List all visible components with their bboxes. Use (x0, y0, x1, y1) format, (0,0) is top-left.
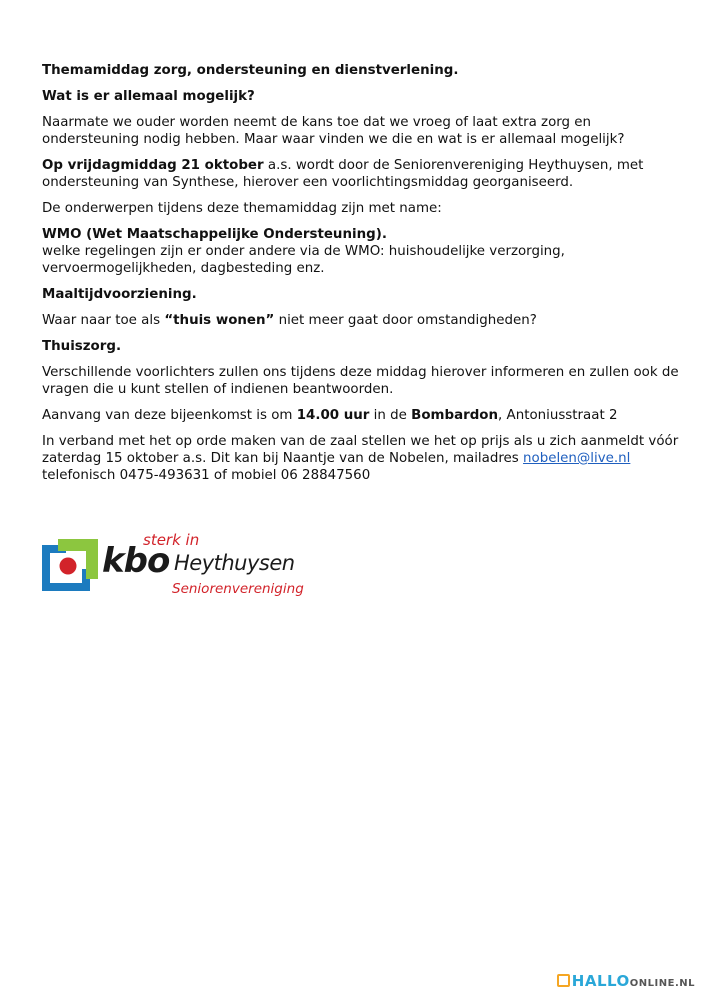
logo-tagline-text: Seniorenvereniging (172, 581, 304, 597)
online-text: ONLINE.NL (629, 978, 695, 989)
logo-sterk-text: sterk in (143, 531, 200, 549)
wmo-text: welke regelingen zijn er onder andere via de WMO: huishoudelijke verzorging, vervoermogelijkheden, dagbesteding enz. (42, 244, 565, 276)
maaltijd-bold: “thuis wonen” (164, 313, 275, 328)
kbo-emblem-icon (42, 539, 98, 591)
aanvang-time: 14.00 uur (296, 408, 370, 423)
aanmeld-paragraph (42, 433, 682, 484)
intro-paragraph: Naarmate we ouder worden neemt de kans toe dat we vroeg of laat extra zorg en ondersteuning nodig hebben. Maar waar vinden we die en wat is er allemaal mogelijk? (42, 115, 625, 147)
document-heading: Themamiddag zorg, ondersteuning en dienstverlening. (42, 63, 459, 78)
maaltijd-post: niet meer gaat door omstandigheden? (274, 313, 537, 328)
aanmeld-pre: In verband met het op orde maken van de zaal stellen we het op prijs als u zich aanmeldt vóór zaterdag 15 oktober a.s. Dit kan bij Naantje van de Nobelen, mailadres (42, 434, 679, 466)
maaltijd-paragraph (42, 312, 682, 329)
date-rest: a.s. wordt door de Seniorenvereniging Heythuysen, met ondersteuning van Synthese, hierover een voorlichtingsmiddag georganiseerd. (42, 158, 644, 190)
maaltijd-pre: Waar naar toe als (42, 313, 165, 328)
date-paragraph (42, 157, 682, 191)
aanvang-place: Bombardon (411, 408, 499, 423)
aanvang-mid: in de (369, 408, 412, 423)
thuiszorg-title: Thuiszorg. (42, 339, 122, 354)
document-body (42, 62, 682, 493)
wmo-title: WMO (Wet Maatschappelijke Ondersteuning). (42, 227, 387, 242)
aanvang-pre: Aanvang van deze bijeenkomst is om (42, 408, 297, 423)
date-bold: Op vrijdagmiddag 21 oktober (42, 158, 264, 173)
email-link[interactable]: nobelen@live.nl (523, 451, 631, 466)
wmo-paragraph (42, 226, 682, 277)
logo-kbo-text: kbo (102, 541, 170, 581)
aanmeld-post: telefonisch 0475-493631 of mobiel 06 28847560 (42, 468, 371, 483)
document-subheading: Wat is er allemaal mogelijk? (42, 89, 255, 104)
hallo-square-icon (557, 974, 570, 987)
maaltijd-title: Maaltijdvoorziening. (42, 287, 197, 302)
hallo-text: HALLO (571, 972, 630, 990)
kbo-logo (42, 533, 332, 605)
topics-intro: De onderwerpen tijdens deze themamiddag zijn met name: (42, 201, 442, 216)
aanvang-post: , Antoniusstraat 2 (498, 408, 618, 423)
aanvang-paragraph (42, 407, 682, 424)
hallo-online-logo (557, 972, 695, 990)
logo-place-text: Heythuysen (174, 551, 295, 575)
thuiszorg-text: Verschillende voorlichters zullen ons tijdens deze middag hierover informeren en zullen ook de vragen die u kunt stellen of indienen beantwoorden. (42, 365, 679, 397)
